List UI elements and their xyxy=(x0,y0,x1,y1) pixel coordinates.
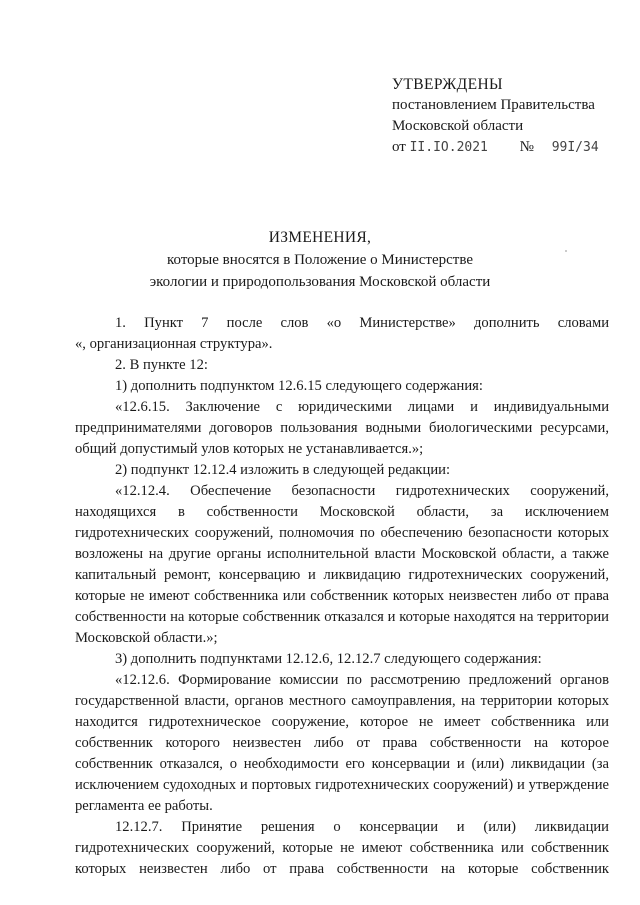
document-body xyxy=(75,313,609,880)
paragraph-1: 1. Пункт 7 после слов «о Министерстве» дополнить словами xyxy=(115,315,609,331)
scan-speck xyxy=(565,250,567,252)
paragraph-3: 1) дополнить подпунктом 12.6.15 следующего содержания: xyxy=(115,378,483,394)
paragraph-2: 2. В пункте 12: xyxy=(115,357,208,373)
paragraph-6: «12.12.4. Обеспечение безопасности гидротехнических сооружений, находящихся в собственности Московской области, за исключением гидротехнических сооружений, полномочия по обеспечению безопасности которых возложены на другие органы исполнительной власти Московской области, а также капитальный ремонт, консервацию и ликвидацию гидротехнических сооружений, которые не имеют собственника или собственник которых неизвестен либо от права собственности на которые собственник отказался и которые находятся на территории Московской области.»; xyxy=(75,483,609,646)
approval-date: II.IO.2021 xyxy=(409,140,488,155)
number-label: № xyxy=(519,139,534,155)
approval-number: 99I/34 xyxy=(551,140,599,155)
paragraph-8: «12.12.6. Формирование комиссии по рассмотрению предложений органов государственной власти, органов местного самоуправления, на территории которых находится гидротехническое сооружение, которое не имеет собственника или собственник которого неизвестен либо от права собственности на которое собственник отказался, о необходимости его консервации и (или) ликвидации (за исключением судоходных и портовых гидротехнических сооружений) и утверждение регламента ее работы. xyxy=(75,672,609,814)
paragraph-1-cont: «, организационная структура». xyxy=(75,336,273,352)
approval-stamp xyxy=(392,74,599,158)
approval-date-line xyxy=(392,137,599,158)
paragraph-9: 12.12.7. Принятие решения о консервации и (или) ликвидации гидротехнических сооружений, которые не имеют собственника или собственник которых неизвестен либо от права собственности на которые собственник xyxy=(75,819,609,877)
paragraph-4: «12.6.15. Заключение с юридическими лицами и индивидуальными предпринимателями договоров пользования водными биологическими ресурсами, общий допустимый улов которых не устанавливается.»; xyxy=(75,399,609,457)
paragraph-7: 3) дополнить подпунктами 12.12.6, 12.12.7 следующего содержания: xyxy=(115,651,542,667)
document-subtitle-2: экологии и природопользования Московской области xyxy=(149,274,491,290)
document-subtitle-1: которые вносятся в Положение о Министерстве xyxy=(166,252,474,268)
document-title: ИЗМЕНЕНИЯ, xyxy=(268,229,372,246)
date-prefix: от xyxy=(392,139,406,155)
approval-line-1: постановлением Правительства xyxy=(392,97,595,113)
approval-line-2: Московской области xyxy=(392,118,524,134)
document-heading xyxy=(0,227,640,293)
approval-title: УТВЕРЖДЕНЫ xyxy=(392,76,503,93)
paragraph-5: 2) подпункт 12.12.4 изложить в следующей редакции: xyxy=(115,462,450,478)
